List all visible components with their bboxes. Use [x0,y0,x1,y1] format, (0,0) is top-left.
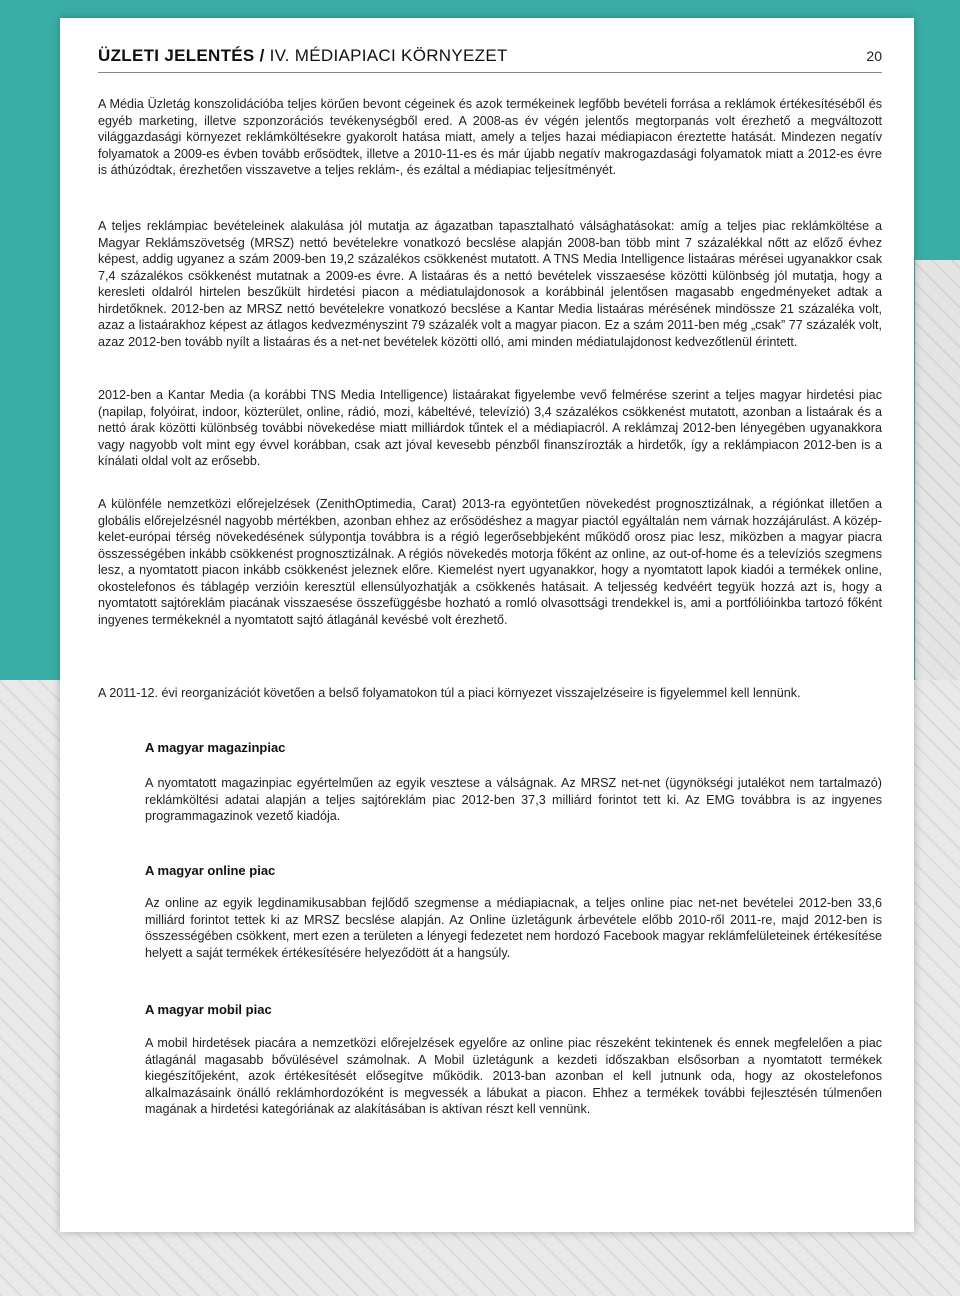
paragraph-3: 2012-ben a Kantar Media (a korábbi TNS Media Intelligence) listaárakat figyelembe vevő felmérése szerint a teljes magyar hirdetési piac (napilap, folyóirat, indoor, közterület, online, rádió, mozi, kábeltévé, televízió) 3,4 százalékos csökkenést mutatott, azonban a listaárak és a nettó árak közötti különbség további növekedése miatt milliárdok tűntek el a médiapiacról. A reklámzaj 2012-ben lényegében ugyanakkora vagy nagyobb volt mint egy évvel korábban, csak azt jóval kevesebb pénzből finanszírozták a hirdetők, így a reklámpiacon 2012-ben is a kínálati oldal volt az erősebb. [98,388,882,468]
page-title [98,46,508,66]
page-header [98,46,882,73]
paragraph-1: A Média Üzletág konszolidációba teljes körűen bevont cégeinek és azok termékeinek legfőbb bevételi forrása a reklámok értékesítéséből és egyéb marketing, illetve szponzorációs tevékenységből ered. A 2008-as év végén jelentős megtorpanás volt érezhető a megváltozott világgazdasági környezet reklámköltésekre gyakorolt hatása miatt, amely a teljes hazai médiapiacon éreztette hatását. Mindezen negatív folyamatok a 2009-es évben tovább erősödtek, illetve a 2010-11-es és már újabb negatív makrogazdasági folyamatok miatt a 2012-es évre is áthúzódtak, érezhetően visszavetve a teljes reklám-, és ezáltal a médiapiac teljesítményét. [98,97,882,177]
document-page [60,18,914,1232]
section-text-mobile: A mobil hirdetések piacára a nemzetközi előrejelzések egyelőre az online piac részeként tekintenek és ennek megfelelően a piac átlagánál magasabb bővülésével számolnak. A Mobil üzletágunk a kezdeti időszakban elsősorban a nyomtatott termékek kiegészítőjeként, azok értékesítését elősegítve működik. 2013-ban azonban el kell jutnunk oda, hogy az okostelefonos alkalmazásaink önálló reklámhordozóként is megvessék a lábukat a piacon. Ehhez a termékek további fejlesztésén túlmenően magának a hirdetési kategóriának az alakításában is aktívan részt kell vennünk. [145,1036,882,1116]
paragraph-5: A 2011-12. évi reorganizációt követően a belső folyamatokon túl a piaci környezet visszajelzéseire is figyelemmel kell lennünk. [98,686,801,700]
page-title-bold: ÜZLETI JELENTÉS / [98,46,265,65]
section-text-online: Az online az egyik legdinamikusabban fejlődő szegmense a médiapiacnak, a teljes online piac net-net bevételei 2012-ben 33,6 milliárd forintot tettek ki az MRSZ becslése alapján. Az Online üzletágunk árbevétele előbb 2010-ről 2011-re, majd 2012-ben is összességében csökkent, mert ezen a területen a lényegi fedezetet nem hordozó Facebook magyar reklámfelületeinek értékesítése helyett a saját termékek értékesítésére helyeződött át a hangsúly. [145,896,882,960]
page-title-rest: IV. MÉDIAPIACI KÖRNYEZET [264,46,508,65]
watermark-pattern-right [915,260,960,680]
paragraph-4: A különféle nemzetközi előrejelzések (ZenithOptimedia, Carat) 2013-ra egyöntetűen növekedést prognosztizálnak, a régiónkat illetően a globális előrejelzésnél nagyobb mértékben, azonban ehhez az erősödéshez a magyar piactól egyáltalán nem várnak hozzájárulást. A közép-kelet-európai térség növekedésének súlypontja továbbra is a régió legerősebbjeként működő orosz piac lesz, miközben a magyar piacra összességében inkább csökkenést prognosztizálnak. A régiós növekedés motorja főként az online, az out-of-home és a televíziós szegmens lesz, a nyomtatott piacon inkább csökkenést jeleznek előre. Kiemelést nyert ugyanakkor, hogy a nyomtatott lapok kiadói a termékek online, okostelefonos és táblagép verzióin keresztül ellensúlyozhatják a csökkenés hatásait. A teljesség kedvéért tegyük hozzá azt is, hogy a nyomtatott sajtóreklám piacának visszaesése összefüggésbe hozható a romló olvasottsági trendekkel is, ami a portfólióinkba tartozó főként ingyenes termékeknél a nyomtatott sajtó átlagánál kevésbé volt érezhető. [98,497,882,627]
page-number: 20 [866,48,882,64]
section-heading-mobile: A magyar mobil piac [145,1002,272,1017]
section-heading-magazine: A magyar magazinpiac [145,740,286,755]
paragraph-2: A teljes reklámpiac bevételeinek alakulása jól mutatja az ágazatban tapasztalható válsághatásokat: amíg a teljes piac reklámköltése a Magyar Reklámszövetség (MRSZ) nettó bevételekre vonatkozó becslése alapján 2008-ban több mint 7 százalékkal nőtt az előző évhez képest, addig ugyanez a szám 2009-ben 19,2 százalékos csökkenést mutatott. A TNS Media Intelligence listaáras mérései ugyanakkor csak 7,4 százalékos csökkenést mutatnak a 2009-es évre. A listaáras és a nettó bevételek visszaesése közötti különbség jól mutatja, hogy a keresleti oldalról hirtelen beszűkült hirdetési piacon a médiatulajdonosok a korábbinál jelentősen magasabb engedményeket adtak a hirdetőknek. 2012-ben az MRSZ nettó bevételekre vonatkozó becslése a Kantar Media listaáras mérésének mindössze 21 százaléka volt, azaz a listaárakhoz képest az átlagos kedvezményszint 79 százalék volt a magyar piacon. Ez a szám 2011-ben még „csak” 77 százalék volt, azaz 2012-ben tovább nyílt a listaáras és a net-net bevételek közötti olló, ami minden médiatulajdonost kedvezőtlenül érintett. [98,219,882,349]
section-heading-online: A magyar online piac [145,863,276,878]
section-text-magazine: A nyomtatott magazinpiac egyértelműen az egyik vesztese a válságnak. Az MRSZ net-net (ügynökségi jutalékot nem tartalmazó) reklámköltési adatai alapján a teljes sajtóreklám piac 2012-ben 37,3 milliárd forintot tett ki. Az EMG továbbra is az ingyenes programmagazinok vezető kiadója. [145,776,882,823]
